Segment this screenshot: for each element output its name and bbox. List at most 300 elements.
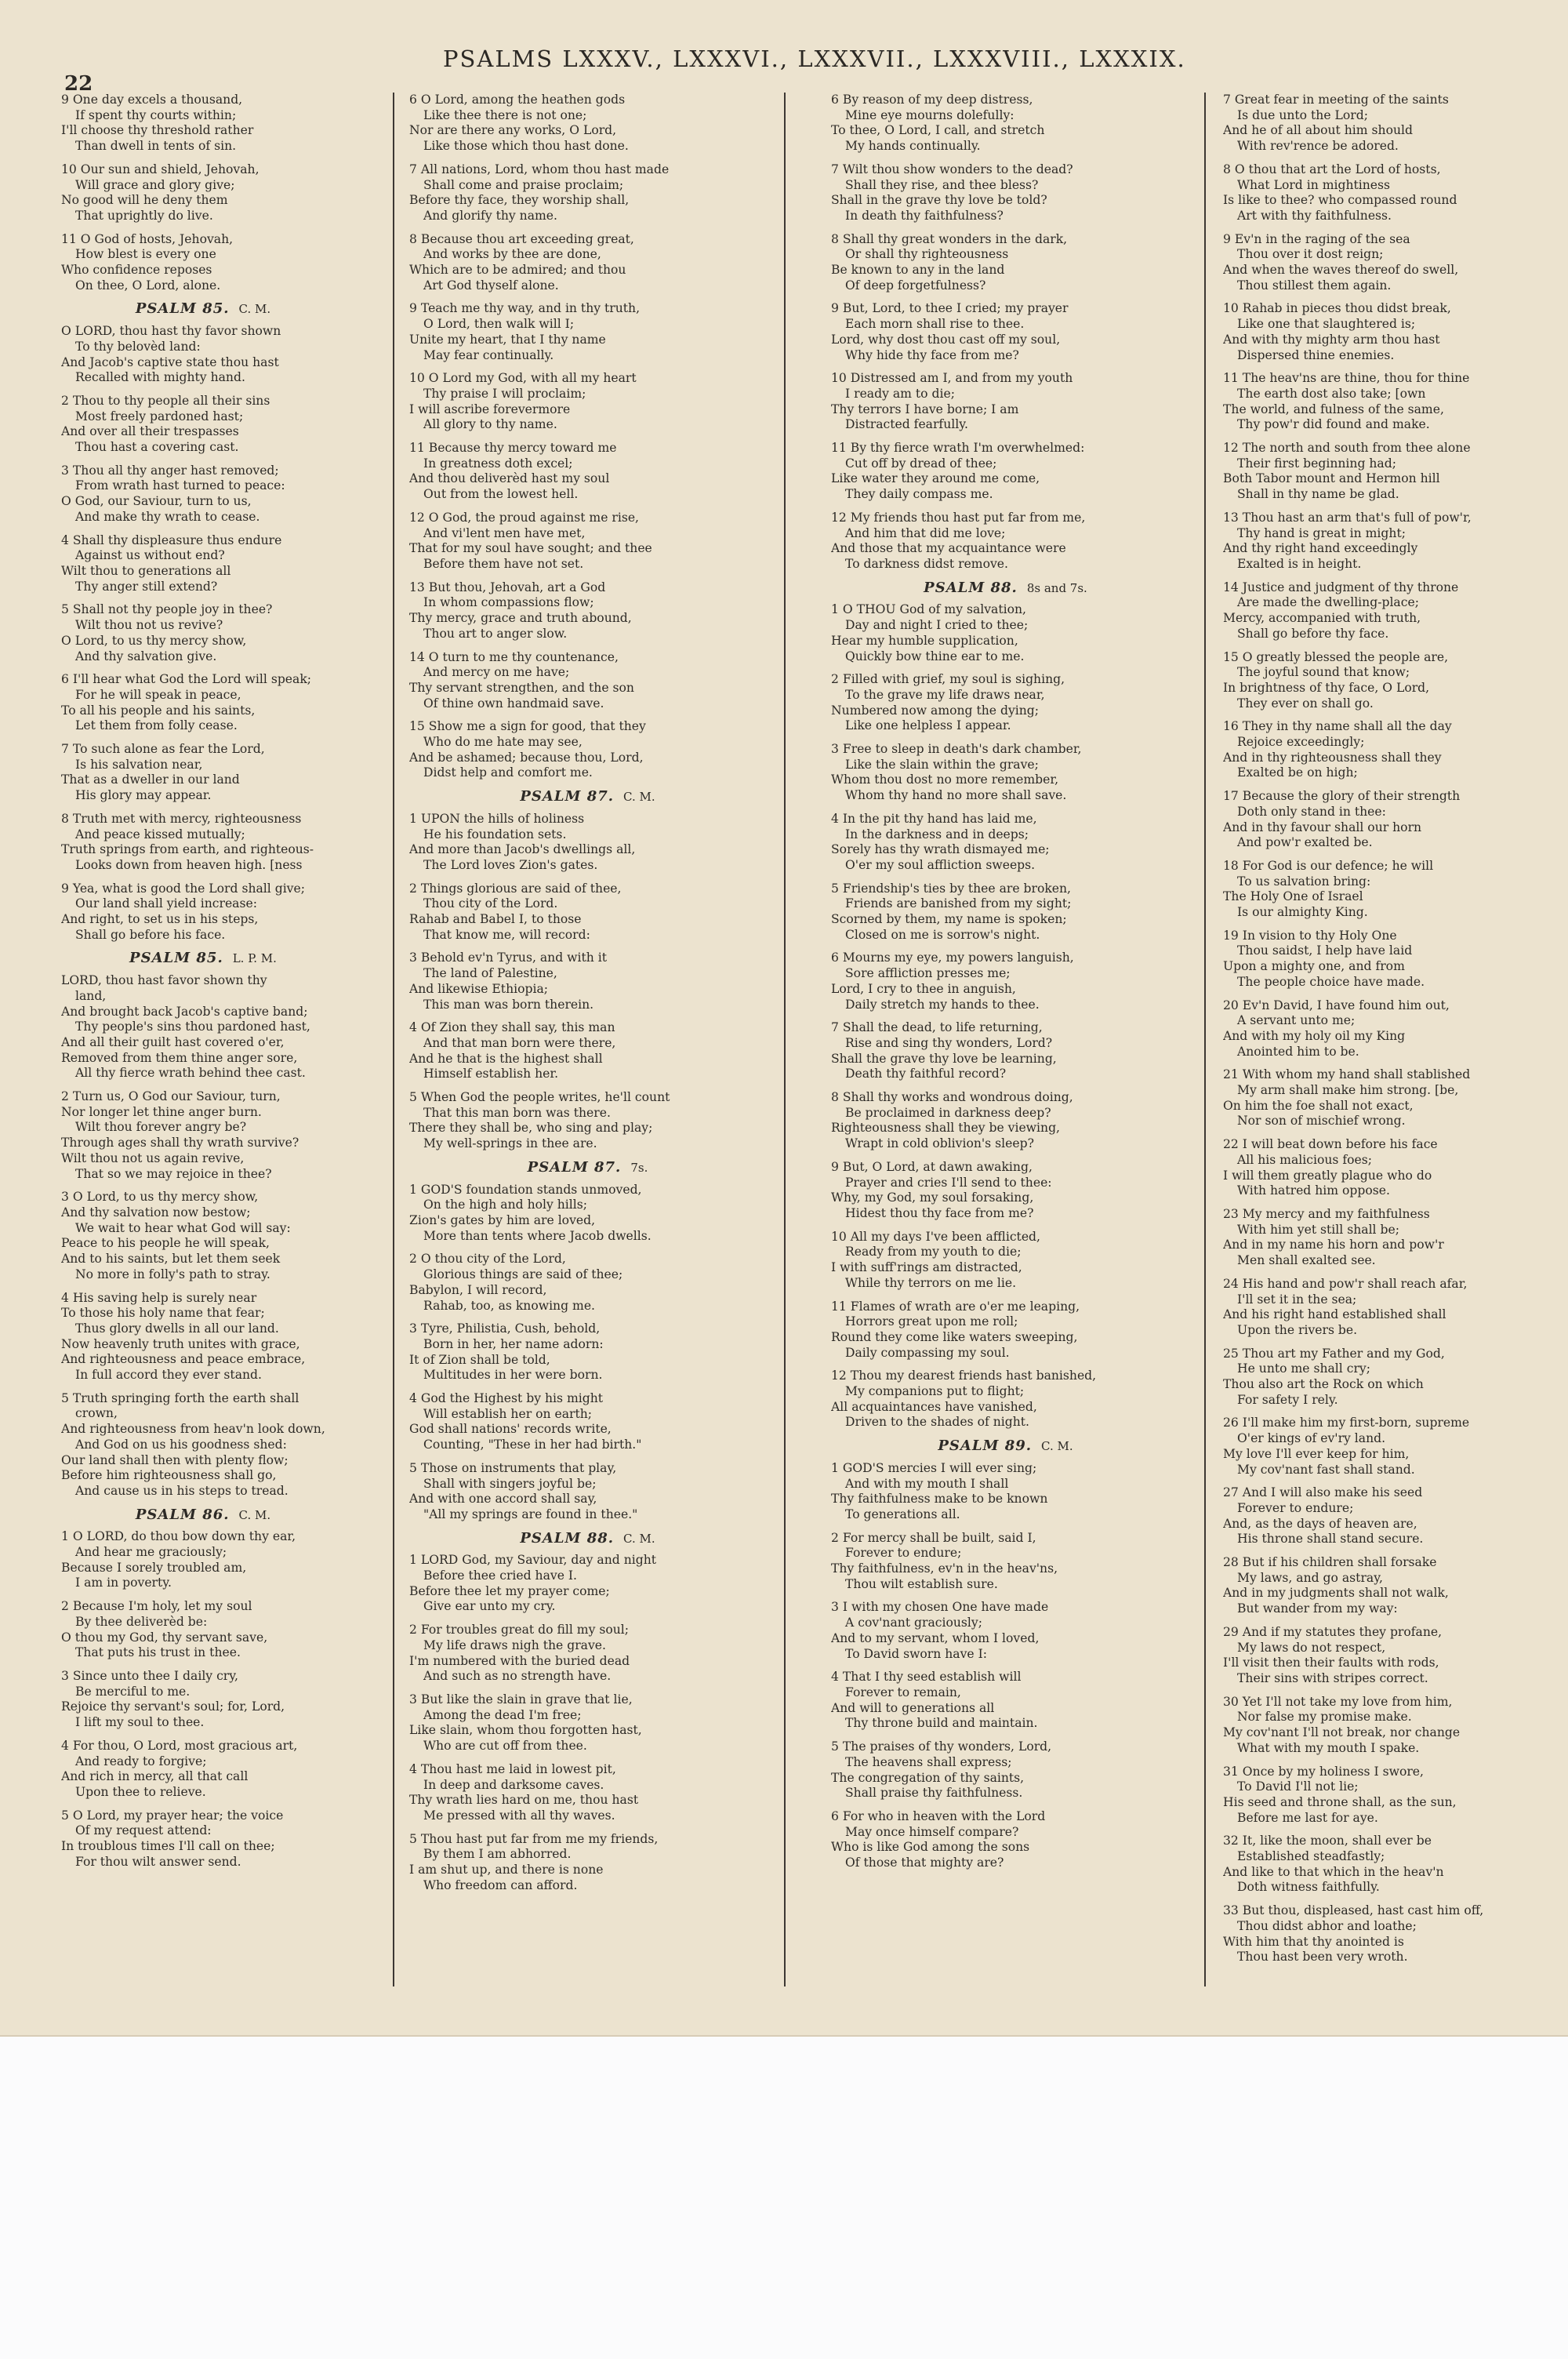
verse-line: No good will he deny them — [61, 193, 228, 208]
verse-line: May fear continually. — [423, 347, 554, 362]
psalm-meter: C. M. — [623, 790, 655, 805]
verse-line: Shall the grave thy love be learning, — [831, 1051, 1057, 1066]
verse-line: Who is like God among the sons — [831, 1840, 1030, 1855]
verse-line: His throne shall stand secure. — [1237, 1532, 1424, 1547]
verse-line: Daily compassing my soul. — [845, 1345, 1010, 1360]
verse-line: But wander from my way: — [1237, 1601, 1398, 1616]
verse-line: And over all their trespasses — [61, 424, 239, 439]
verse-line: 11 O God of hosts, Jehovah, — [61, 231, 234, 246]
verse-line: 4 In the pit thy hand has laid me, — [831, 811, 1037, 826]
psalm-title: PSALM 85. — [135, 300, 230, 318]
verse-line: 8 Shall thy great wonders in the dark, — [831, 231, 1068, 246]
verse-stanza — [409, 1832, 766, 1894]
verse-line: For thou wilt answer send. — [75, 1854, 241, 1869]
verse-line: Looks down from heaven high. [ness — [75, 857, 303, 872]
verse-stanza — [1223, 1347, 1552, 1408]
verse-stanza — [409, 719, 766, 781]
verse-line: And more than Jacob's dwellings all, — [409, 842, 636, 857]
verse-line: Whom thy hand no more shall save. — [845, 788, 1067, 803]
verse-line: And works by thee are done, — [423, 247, 601, 262]
verse-stanza — [61, 1190, 345, 1282]
verse-stanza — [61, 394, 345, 456]
verse-line: 15 O greatly blessed the people are, — [1223, 649, 1449, 664]
verse-line: This man was born therein. — [423, 997, 594, 1012]
verse-line: 14 Justice and judgment of thy throne — [1223, 580, 1459, 594]
verse-line: 21 With whom my hand shall stablished — [1223, 1067, 1471, 1082]
verse-line: And pow'r exalted be. — [1237, 835, 1373, 850]
verse-stanza — [1223, 1765, 1552, 1826]
verse-line: Zion's gates by him are loved, — [409, 1213, 596, 1227]
verse-line: Horrors great upon me roll; — [845, 1314, 1018, 1329]
verse-stanza — [1223, 1067, 1552, 1129]
verse-line: Thou stillest them again. — [1237, 278, 1392, 293]
verse-line: Thy terrors I have borne; I am — [831, 402, 1019, 416]
verse-line: Lord, why dost thou cast off my soul, — [831, 332, 1061, 347]
verse-line: Thy throne build and maintain. — [845, 1716, 1038, 1731]
verse-line: Shall come and praise proclaim; — [423, 177, 624, 192]
verse-line: By thee deliverèd be: — [75, 1614, 208, 1629]
verse-line: A servant unto me; — [1237, 1013, 1356, 1028]
verse-line: And with my holy oil my King — [1223, 1028, 1406, 1043]
verse-line: 5 Truth springing forth the earth shall — [61, 1390, 299, 1405]
verse-line: 7 Shall the dead, to life returning, — [831, 1020, 1043, 1035]
verse-stanza — [1223, 1695, 1552, 1757]
verse-line: There they shall be, who sing and play; — [409, 1121, 653, 1136]
verse-line: Prayer and cries I'll send to thee: — [845, 1175, 1052, 1190]
verse-line: All his malicious foes; — [1237, 1152, 1372, 1167]
verse-line: Wrapt in cold oblivion's sleep? — [845, 1136, 1034, 1151]
text-column-3 — [831, 93, 1180, 1990]
verse-stanza — [409, 1461, 766, 1523]
verse-line: Before thee cried have I. — [423, 1568, 578, 1583]
verse-line: In whom compassions flow; — [423, 595, 594, 610]
verse-line: Before thy face, they worship shall, — [409, 193, 630, 208]
column-divider — [784, 93, 786, 1986]
verse-stanza — [831, 1020, 1180, 1082]
verse-line: Forever to endure; — [1237, 1500, 1354, 1515]
verse-line: They ever on shall go. — [1237, 696, 1374, 711]
verse-line: 10 O Lord my God, with all my heart — [409, 371, 637, 386]
verse-line: To David sworn have I: — [845, 1646, 988, 1661]
verse-line: With him yet still shall be; — [1237, 1222, 1399, 1237]
verse-stanza — [1223, 1416, 1552, 1478]
verse-line: Art with thy faithfulness. — [1237, 208, 1392, 223]
verse-line: And like to that which in the heav'n — [1223, 1864, 1444, 1879]
verse-line: Thou city of the Lord. — [423, 896, 558, 911]
verse-line: Shall in thy name be glad. — [1237, 487, 1399, 502]
verse-line: 3 But like the slain in grave that lie, — [409, 1692, 633, 1707]
verse-line: 10 Rahab in pieces thou didst break, — [1223, 301, 1451, 316]
verse-line: My cov'nant fast shall stand. — [1237, 1462, 1415, 1477]
verse-stanza — [409, 511, 766, 572]
verse-line: Born in her, her name adorn: — [423, 1336, 604, 1351]
verse-line: Be known to any in the land — [831, 263, 1005, 278]
verse-line: Both Tabor mount and Hermon hill — [1223, 471, 1440, 486]
verse-line: I am shut up, and there is none — [409, 1863, 604, 1877]
verse-line: 11 Flames of wrath are o'er me leaping, — [831, 1299, 1080, 1314]
verse-stanza — [1223, 371, 1552, 433]
psalm-meter: C. M. — [238, 1507, 271, 1522]
verse-line: And righteousness from heav'n look down, — [61, 1422, 325, 1437]
verse-line: 32 It, like the moon, shall ever be — [1223, 1834, 1432, 1848]
psalm-heading — [831, 580, 1180, 597]
verse-line: Exalted be on high; — [1237, 765, 1358, 780]
verse-line: Mine eye mourns dolefully: — [845, 107, 1014, 122]
verse-line: Be proclaimed in darkness deep? — [845, 1105, 1051, 1120]
verse-line: 1 O THOU God of my salvation, — [831, 602, 1026, 617]
verse-line: Righteousness shall they be viewing, — [831, 1121, 1061, 1136]
verse-stanza — [409, 951, 766, 1012]
verse-line: Of those that mighty are? — [845, 1856, 1004, 1870]
verse-line: Death thy faithful record? — [845, 1067, 1007, 1081]
verse-line: Their first beginning had; — [1237, 456, 1396, 471]
verse-stanza — [61, 324, 345, 386]
verse-line: Lord, I cry to thee in anguish, — [831, 981, 1016, 996]
verse-stanza — [61, 232, 345, 294]
verse-line: Glorious things are said of thee; — [423, 1267, 623, 1282]
verse-line: Of thine own handmaid save. — [423, 696, 604, 711]
verse-stanza — [61, 602, 345, 664]
verse-line: I ready am to die; — [845, 386, 955, 401]
verse-line: My hands continually. — [845, 139, 981, 154]
verse-line: Wilt thou not us revive? — [75, 618, 223, 633]
verse-line: Wilt thou to generations all — [61, 563, 231, 578]
verse-line: And ready to forgive; — [75, 1754, 207, 1768]
verse-line: And glorify thy name. — [423, 208, 557, 223]
verse-line: "All my springs are found in thee." — [423, 1507, 638, 1521]
verse-line: And in my name his horn and pow'r — [1223, 1238, 1444, 1252]
verse-line: And likewise Ethiopia; — [409, 981, 549, 996]
verse-stanza — [1223, 441, 1552, 503]
verse-line: Forever to remain, — [845, 1685, 961, 1699]
verse-line: 5 The praises of thy wonders, Lord, — [831, 1739, 1052, 1754]
verse-stanza — [831, 1299, 1180, 1361]
verse-line: 2 O thou city of the Lord, — [409, 1252, 566, 1267]
verse-line: Like slain, whom thou forgotten hast, — [409, 1723, 642, 1738]
verse-line: And thy right hand exceedingly — [1223, 541, 1418, 556]
verse-line: And thou deliverèd hast my soul — [409, 471, 610, 486]
verse-line: And right, to set us in his steps, — [61, 912, 259, 927]
psalm-title: PSALM 88. — [520, 1529, 615, 1547]
verse-stanza — [831, 1461, 1180, 1523]
verse-line: With rev'rence be adored. — [1237, 139, 1399, 154]
verse-line: 6 By reason of my deep distress, — [831, 93, 1033, 107]
verse-line: Thy faithfulness make to be known — [831, 1492, 1048, 1507]
verse-line: Why, my God, my soul forsaking, — [831, 1190, 1034, 1205]
verse-line: Shall with singers joyful be; — [423, 1476, 597, 1491]
verse-stanza — [409, 650, 766, 712]
verse-stanza — [831, 672, 1180, 734]
verse-line: Distracted fearfully. — [845, 417, 968, 432]
verse-line: Is our almighty King. — [1237, 905, 1368, 920]
verse-line: In death thy faithfulness? — [845, 208, 1004, 223]
verse-line: 2 Thou to thy people all their sins — [61, 393, 270, 408]
verse-line: The heavens shall express; — [845, 1754, 1012, 1769]
verse-stanza — [831, 951, 1180, 1012]
verse-line: Men shall exalted see. — [1237, 1253, 1376, 1268]
psalm-heading — [409, 1531, 766, 1547]
verse-line: And he of all about him should — [1223, 123, 1413, 138]
verse-line: And will to generations all — [831, 1700, 995, 1715]
verse-line: 13 Thou hast an arm that's full of pow'r, — [1223, 510, 1472, 525]
verse-line: I'll visit then their faults with rods, — [1223, 1656, 1439, 1670]
verse-line: And make thy wrath to cease. — [75, 509, 260, 524]
verse-line: Who freedom can afford. — [423, 1877, 578, 1892]
verse-line: 10 Distressed am I, and from my youth — [831, 371, 1073, 386]
verse-line: Thou art to anger slow. — [423, 626, 568, 641]
verse-line: Let them from folly cease. — [75, 718, 238, 733]
column-divider — [1204, 93, 1206, 1986]
verse-line: Sore affliction presses me; — [845, 966, 1011, 981]
verse-line: Their sins with stripes correct. — [1237, 1670, 1428, 1685]
verse-line: 1 GOD'S foundation stands unmoved, — [409, 1182, 642, 1197]
verse-line: Whom thou dost no more remember, — [831, 772, 1059, 787]
verse-line: 4 For thou, O Lord, most gracious art, — [61, 1738, 298, 1753]
verse-line: All glory to thy name. — [423, 417, 557, 432]
verse-line: The joyful sound that know; — [1237, 665, 1410, 680]
verse-line: Scorned by them, my name is spoken; — [831, 912, 1067, 927]
verse-line: To thee, O Lord, I call, and stretch — [831, 123, 1045, 138]
verse-line: In greatness doth excel; — [423, 456, 573, 471]
text-column-1 — [61, 93, 345, 1990]
verse-line: Closed on me is sorrow's night. — [845, 927, 1040, 942]
verse-stanza — [61, 1669, 345, 1731]
verse-line: 5 Friendship's ties by thee are broken, — [831, 881, 1072, 896]
text-column-2 — [409, 93, 766, 1990]
verse-line: 25 Thou art my Father and my God, — [1223, 1346, 1445, 1361]
verse-line: And with my mouth I shall — [845, 1476, 1009, 1491]
verse-line: 4 That I thy seed establish will — [831, 1670, 1022, 1685]
verse-line: That puts his trust in thee. — [75, 1645, 241, 1660]
verse-line: Nor son of mischief wrong. — [1237, 1114, 1406, 1129]
verse-line: O Lord, then walk will I; — [423, 317, 575, 332]
verse-stanza — [409, 580, 766, 642]
verse-line: 20 Ev'n David, I have found him out, — [1223, 998, 1450, 1012]
verse-line: Doth only stand in thee: — [1237, 804, 1386, 819]
psalm-heading — [61, 951, 345, 967]
verse-line: 4 His saving help is surely near — [61, 1290, 257, 1305]
verse-line: Thy pow'r did found and make. — [1237, 417, 1430, 432]
verse-line: Like water they around me come, — [831, 471, 1040, 486]
verse-line: Me pressed with all thy waves. — [423, 1808, 615, 1823]
verse-line: 11 By thy fierce wrath I'm overwhelmed: — [831, 441, 1085, 456]
running-header: PSALMS LXXXV., LXXXVI., LXXXVII., LXXXVIII., LXXXIX. — [443, 45, 1186, 72]
psalm-meter: 8s and 7s. — [1026, 580, 1087, 595]
verse-line: 3 O Lord, to us thy mercy show, — [61, 1190, 259, 1205]
verse-line: My cov'nant I'll not break, nor change — [1223, 1725, 1461, 1740]
verse-stanza — [831, 812, 1180, 874]
psalm-title: PSALM 89. — [938, 1438, 1033, 1455]
verse-line: And his right hand established shall — [1223, 1307, 1446, 1322]
verse-line: Unite my heart, that I thy name — [409, 332, 606, 347]
verse-line: And with one accord shall say, — [409, 1492, 597, 1507]
verse-line: 11 Because thy mercy toward me — [409, 441, 617, 456]
verse-line: Upon a mighty one, and from — [1223, 959, 1405, 974]
verse-line: Are made the dwelling-place; — [1237, 595, 1419, 610]
verse-line: The land of Palestine, — [423, 966, 557, 981]
verse-line: Like the slain within the grave; — [845, 757, 1039, 772]
verse-stanza — [1223, 162, 1552, 224]
verse-line: We wait to hear what God will say: — [75, 1220, 291, 1235]
verse-line: 14 O turn to me thy countenance, — [409, 649, 619, 664]
verse-line: Is like to thee? who compassed round — [1223, 193, 1457, 208]
verse-line: I'll set it in the sea; — [1237, 1292, 1357, 1307]
verse-line: And that man born were there, — [423, 1035, 616, 1050]
verse-line: And thy salvation give. — [75, 649, 217, 663]
verse-line: Established steadfastly; — [1237, 1849, 1385, 1864]
verse-line: How blest is every one — [75, 247, 216, 262]
verse-line: Who do me hate may see, — [423, 735, 583, 750]
verse-line: Before him righteousness shall go, — [61, 1468, 277, 1483]
verse-line: 2 For troubles great do fill my soul; — [409, 1623, 630, 1637]
verse-line: God shall nations' records write, — [409, 1422, 612, 1437]
verse-stanza — [1223, 511, 1552, 572]
verse-line: My laws do not respect, — [1237, 1640, 1386, 1655]
verse-line: Didst help and comfort me. — [423, 765, 593, 780]
verse-line: My arm shall make him strong. [be, — [1237, 1083, 1459, 1098]
verse-stanza — [1223, 1207, 1552, 1269]
verse-line: 2 Turn us, O God our Saviour, turn, — [61, 1089, 281, 1104]
verse-line: Our land shall yield increase: — [75, 896, 257, 911]
verse-line: 30 Yet I'll not take my love from him, — [1223, 1694, 1453, 1709]
verse-line: 10 All my days I've been afflicted, — [831, 1229, 1040, 1244]
verse-line: 2 Filled with grief, my soul is sighing, — [831, 672, 1065, 687]
verse-line: Like thee there is not one; — [423, 107, 587, 122]
verse-line: Our land shall then with plenty flow; — [61, 1452, 289, 1467]
verse-stanza — [61, 672, 345, 734]
verse-line: Now heavenly truth unites with grace, — [61, 1336, 300, 1351]
psalm-heading — [409, 789, 766, 805]
verse-line: Of deep forgetfulness? — [845, 278, 986, 293]
verse-line: 23 My mercy and my faithfulness — [1223, 1207, 1430, 1221]
verse-line: Thou hast a covering cast. — [75, 440, 239, 455]
verse-line: Thou didst abhor and loathe; — [1237, 1918, 1417, 1933]
verse-line: 15 Show me a sign for good, that they — [409, 719, 646, 734]
verse-stanza — [831, 1090, 1180, 1152]
verse-line: That this man born was there. — [423, 1105, 611, 1120]
verse-line: Will grace and glory give; — [75, 177, 235, 192]
verse-line: More than tents where Jacob dwells. — [423, 1228, 652, 1243]
verse-line: Thy hand is great in might; — [1237, 525, 1406, 540]
verse-line: Dispersed thine enemies. — [1237, 347, 1395, 362]
verse-stanza — [831, 1230, 1180, 1292]
verse-line: His glory may appear. — [75, 788, 212, 803]
verse-line: That uprightly do live. — [75, 208, 213, 223]
verse-line: 17 Because the glory of their strength — [1223, 789, 1461, 804]
verse-line: I with suff'rings am distracted, — [831, 1260, 1022, 1275]
verse-stanza — [1223, 650, 1552, 712]
verse-line: To all his people and his saints, — [61, 703, 256, 718]
verse-line: That as a dweller in our land — [61, 772, 240, 787]
verse-stanza — [1223, 998, 1552, 1060]
verse-line: And righteousness and peace embrace, — [61, 1352, 306, 1367]
verse-stanza — [1223, 93, 1552, 154]
verse-line: And brought back Jacob's captive band; — [61, 1004, 308, 1019]
verse-line: Because I sorely troubled am, — [61, 1560, 247, 1575]
verse-line: Himself establish her. — [423, 1067, 559, 1081]
verse-line: O'er my soul affliction sweeps. — [845, 857, 1036, 872]
verse-line: Driven to the shades of night. — [845, 1415, 1029, 1430]
verse-stanza — [409, 1391, 766, 1453]
verse-stanza — [409, 1090, 766, 1152]
verse-line: 3 Free to sleep in death's dark chamber, — [831, 742, 1082, 757]
verse-line: The congregation of thy saints, — [831, 1770, 1025, 1785]
verse-stanza — [1223, 1834, 1552, 1896]
verse-stanza — [409, 301, 766, 363]
verse-stanza — [831, 881, 1180, 943]
verse-stanza — [1223, 580, 1552, 642]
verse-stanza — [409, 232, 766, 294]
verse-line: 5 O Lord, my prayer hear; the voice — [61, 1808, 284, 1823]
verse-line: To generations all. — [845, 1507, 960, 1521]
verse-stanza — [831, 511, 1180, 572]
verse-stanza — [1223, 859, 1552, 921]
verse-line: Round they come like waters sweeping, — [831, 1329, 1078, 1344]
verse-line: With hatred him oppose. — [1237, 1183, 1390, 1198]
verse-line: He unto me shall cry; — [1237, 1361, 1370, 1376]
verse-line: Hear my humble supplication, — [831, 633, 1018, 648]
verse-stanza — [61, 1739, 345, 1801]
verse-line: Thou over it dost reign; — [1237, 247, 1384, 262]
verse-line: 5 Thou hast put far from me my friends, — [409, 1831, 659, 1846]
verse-line: 12 The north and south from thee alone — [1223, 441, 1471, 456]
verse-line: Cut off by dread of thee; — [845, 456, 997, 471]
verse-line: And God on us his goodness shed: — [75, 1437, 287, 1452]
verse-line: 33 But thou, displeased, hast cast him off, — [1223, 1903, 1484, 1918]
verse-line: Give ear unto my cry. — [423, 1599, 556, 1614]
verse-line: 27 And I will also make his seed — [1223, 1485, 1423, 1500]
verse-line: Among the dead I'm free; — [423, 1707, 582, 1722]
verse-line: Removed from them thine anger sore, — [61, 1050, 298, 1065]
verse-line: 2 For mercy shall be built, said I, — [831, 1530, 1036, 1545]
psalm-meter: L. P. M. — [232, 951, 277, 966]
verse-stanza — [409, 93, 766, 154]
verse-line: In brightness of thy face, O Lord, — [1223, 680, 1430, 695]
verse-line: His seed and throne shall, as the sun, — [1223, 1794, 1457, 1809]
verse-line: Daily stretch my hands to thee. — [845, 997, 1040, 1012]
psalm-heading — [409, 1160, 766, 1176]
psalm-heading — [61, 301, 345, 318]
verse-line: In deep and darksome caves. — [423, 1777, 604, 1792]
verse-line: 9 Yea, what is good the Lord shall give; — [61, 881, 305, 896]
verse-line: 1 UPON the hills of holiness — [409, 811, 585, 826]
verse-line: Through ages shall thy wrath survive? — [61, 1136, 299, 1150]
verse-line: And vi'lent men have met, — [423, 525, 586, 540]
verse-line: That so we may rejoice in thee? — [75, 1166, 272, 1181]
verse-line: Wilt thou not us again revive, — [61, 1150, 245, 1165]
verse-line: That for my soul have sought; and thee — [409, 541, 652, 556]
verse-line: Rejoice exceedingly; — [1237, 735, 1365, 750]
verse-line: 5 Shall not thy people joy in thee? — [61, 602, 273, 617]
verse-line: 10 Our sun and shield, Jehovah, — [61, 162, 260, 176]
verse-line: Before them have not set. — [423, 556, 584, 571]
verse-line: To those his holy name that fear; — [61, 1306, 265, 1321]
verse-line: 1 GOD'S mercies I will ever sing; — [831, 1460, 1037, 1475]
verse-line: 6 I'll hear what God the Lord will speak; — [61, 672, 312, 687]
verse-line: 3 I with my chosen One have made — [831, 1600, 1049, 1615]
verse-line: The Holy One of Israel — [1223, 889, 1363, 904]
page-number: 22 — [64, 72, 93, 96]
verse-line: Of my request attend: — [75, 1823, 212, 1838]
verse-line: 5 When God the people writes, he'll count — [409, 1090, 670, 1105]
verse-line: 22 I will beat down before his face — [1223, 1137, 1438, 1152]
verse-line: 31 Once by my holiness I swore, — [1223, 1764, 1424, 1779]
verse-line: Shall praise thy faithfulness. — [845, 1786, 1023, 1801]
verse-line: To us salvation bring: — [1237, 874, 1371, 889]
verse-stanza — [831, 371, 1180, 433]
verse-stanza — [409, 1692, 766, 1754]
verse-line: 7 Wilt thou show wonders to the dead? — [831, 162, 1073, 176]
